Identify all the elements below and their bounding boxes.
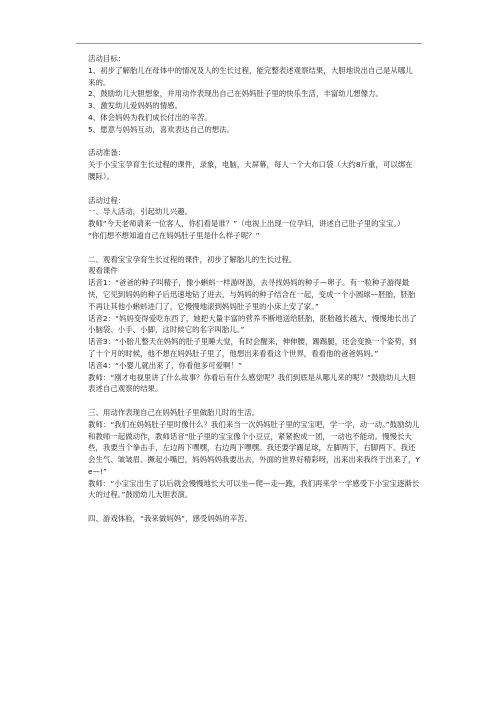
spacer — [88, 136, 420, 148]
section-2-para-1: 话音1：“爸爸的种子叫精子，像小蝌蚪一样游呀游，去寻找妈妈的种子—卵子。有一粒种子游得最快，它见到妈妈的种子后迅速地钻了进去，与妈妈的种子结合在一起，变成一个小圆球—胚胎，胚胎不再让其他小蝌蚪进门了，它慢慢地滚到妈妈肚子里的小床上安了家。” — [88, 278, 416, 311]
section-1-title: 一、导入活动，引起幼儿兴趣。 — [88, 207, 193, 217]
goal-item-1: 1、初步了解胎儿在母体中的情况及人的生长过程，能完整表述观察结果，大胆地说出自己是从哪儿来的。 — [88, 65, 413, 87]
spacer — [88, 183, 420, 195]
section-2-para-3: 话音3：“小胎儿整天在妈妈的肚子里睡大觉，有时会醒来，伸伸腰，踢踢腿，还会变换一个姿势，到了十个月的时候，他不想在妈妈肚子里了，他想出来看看这个世界，看看他的爸爸妈妈。” — [88, 337, 417, 358]
spacer — [88, 501, 420, 513]
goal-item-5: 5、愿意与妈妈互动，喜欢表达自己的想法。 — [88, 124, 235, 134]
section-2-para-4: 话音4：“小婴儿就出来了，你看他多可爱啊！” — [88, 360, 242, 370]
section-2-para-0: 观看课件 — [88, 266, 118, 276]
lesson-plan-body — [88, 53, 420, 525]
section-2-title: 二、观看宝宝孕育生长过程的课件，初步了解胎儿的生长过程。 — [88, 254, 297, 264]
goal-item-4: 4、体会妈妈为我们成长付出的辛苦。 — [88, 112, 212, 122]
spacer — [88, 395, 420, 407]
section-4-title: 四、游戏体验，“我来做妈妈”，感受妈妈的辛苦。 — [88, 514, 253, 524]
prep-text: 关于小宝宝孕育生长过程的课件，录象，电脑，大屏幕，每人一个大布口袋（大约8斤重，可以绑在腰际）。 — [88, 160, 413, 181]
goals-heading: 活动目标： — [88, 54, 126, 63]
process-heading: 活动过程： — [88, 195, 126, 205]
spacer — [88, 242, 420, 254]
section-1-para-1: 教师“今天老师请来一位客人，你们看是谁？”（电视上出现一位孕妇，讲述自己肚子里的宝宝。） — [88, 219, 405, 229]
section-3-para-1: 教师：“我们在妈妈肚子里时像什么？我们来当一次妈妈肚子里的宝宝吧，学一学，动一动。”鼓励幼儿和教师一起做动作，教师话音“肚子里的宝宝像个小豆豆，紧紧抱成一团，一动也不能动。慢慢长大些，我要当个拳击手，左边两下嘿嘿，右边两下嘿嘿。我还要学踢足球，左脚两下，右脚两下。我还会生气、皱皱眉、撅起小嘴巴，妈妈妈妈我要出去，外面的世界好精彩呀，出来出来我终于出来了，Ye—!” — [88, 419, 420, 476]
section-2-para-2: 话音2：“妈妈变得爱吃东西了，她把大量丰富的营养不断地送给胚胎，胚胎越长越大，慢慢地长出了小脑袋、小手、小脚，这时候它的名字叫胎儿。” — [88, 313, 417, 335]
section-3-title: 三、用动作表现自己在妈妈肚子里做胎儿时的生活。 — [88, 407, 260, 417]
header-rule — [76, 43, 422, 44]
goal-item-3: 3、激发幼儿爱妈妈的情感。 — [88, 101, 183, 111]
section-1-para-2: “你们想不想知道自己在妈妈肚子里是什么样子呢？” — [88, 230, 260, 240]
goal-item-2: 2、鼓励幼儿大胆想象，并用动作表现出自己在妈妈肚子里的快乐生活，丰富幼儿想像力。 — [88, 89, 383, 99]
section-2-para-5: 教师：“刚才电视里讲了什么故事？你看后有什么感觉呢？我们到底是从哪儿来的呢？”鼓励幼儿大胆表述自己观察的结果。 — [88, 372, 416, 394]
prep-heading: 活动准备： — [88, 148, 126, 158]
section-3-para-2: 教师：“小宝宝出生了以后就会慢慢地长大可以坐—爬—走—跑，我们再来学一学感受下小宝宝逐渐长大的过程。”鼓励幼儿大胆表演。 — [88, 478, 420, 500]
